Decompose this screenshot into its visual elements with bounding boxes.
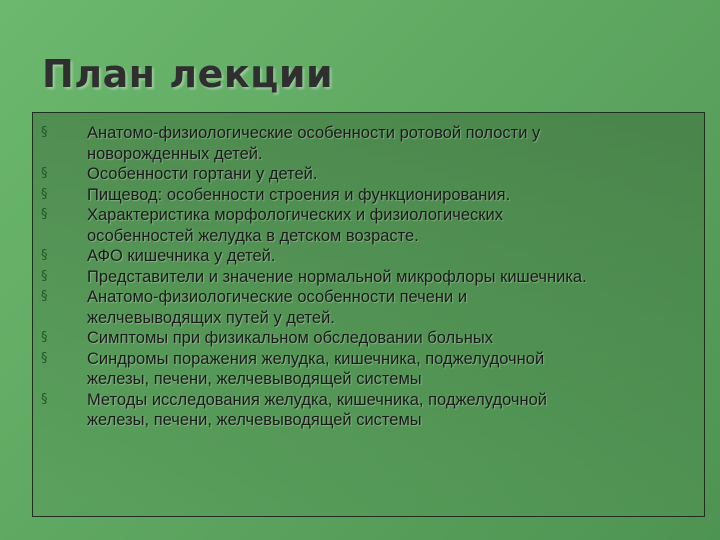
bullet-icon: § — [41, 330, 48, 345]
list-item — [41, 328, 701, 349]
content-box — [32, 112, 705, 517]
bullet-icon: § — [41, 350, 48, 366]
list-item-text: Симптомы при физикальном обследовании больных — [87, 329, 493, 347]
bullet-icon: § — [41, 166, 48, 181]
list-item-text: Анатомо-физиологические особенности ротовой полости у новорожденных детей. — [87, 124, 541, 163]
list-item-text: Пищевод: особенности строения и функционирования. — [87, 185, 511, 204]
list-item-text: Анатомо-физиологические особенности печени и желчевыводящих путей у детей. — [87, 288, 468, 327]
bullet-icon: § — [41, 125, 48, 140]
list-item — [41, 287, 701, 328]
bullet-icon: § — [41, 207, 48, 222]
list-item-text: АФО кишечника у детей. — [87, 247, 276, 265]
list-item-text: Методы исследования желудка, кишечника, поджелудочной железы, печени, желчевыводящей системы — [87, 390, 548, 429]
list-item — [41, 123, 701, 164]
list-item — [41, 390, 701, 431]
bullet-icon: § — [41, 391, 48, 407]
list-item-text: Особенности гортани у детей. — [87, 165, 318, 183]
list-item — [41, 185, 701, 206]
bullet-icon: § — [41, 186, 48, 202]
lecture-plan-list — [41, 123, 701, 431]
bullet-icon: § — [41, 248, 48, 263]
list-item — [41, 349, 701, 390]
list-item-text: Представители и значение нормальной микрофлоры кишечника. — [87, 267, 587, 286]
list-item-text: Характеристика морфологических и физиологических особенностей желудка в детском возрасте. — [87, 206, 503, 245]
list-item-text: Синдромы поражения желудка, кишечника, поджелудочной железы, печени, желчевыводящей системы — [87, 349, 545, 388]
list-item — [41, 205, 701, 246]
list-item — [41, 267, 701, 288]
list-item — [41, 246, 701, 267]
bullet-icon: § — [41, 268, 48, 284]
list-item — [41, 164, 701, 185]
slide-title: План лекции — [42, 52, 334, 96]
bullet-icon: § — [41, 289, 48, 304]
